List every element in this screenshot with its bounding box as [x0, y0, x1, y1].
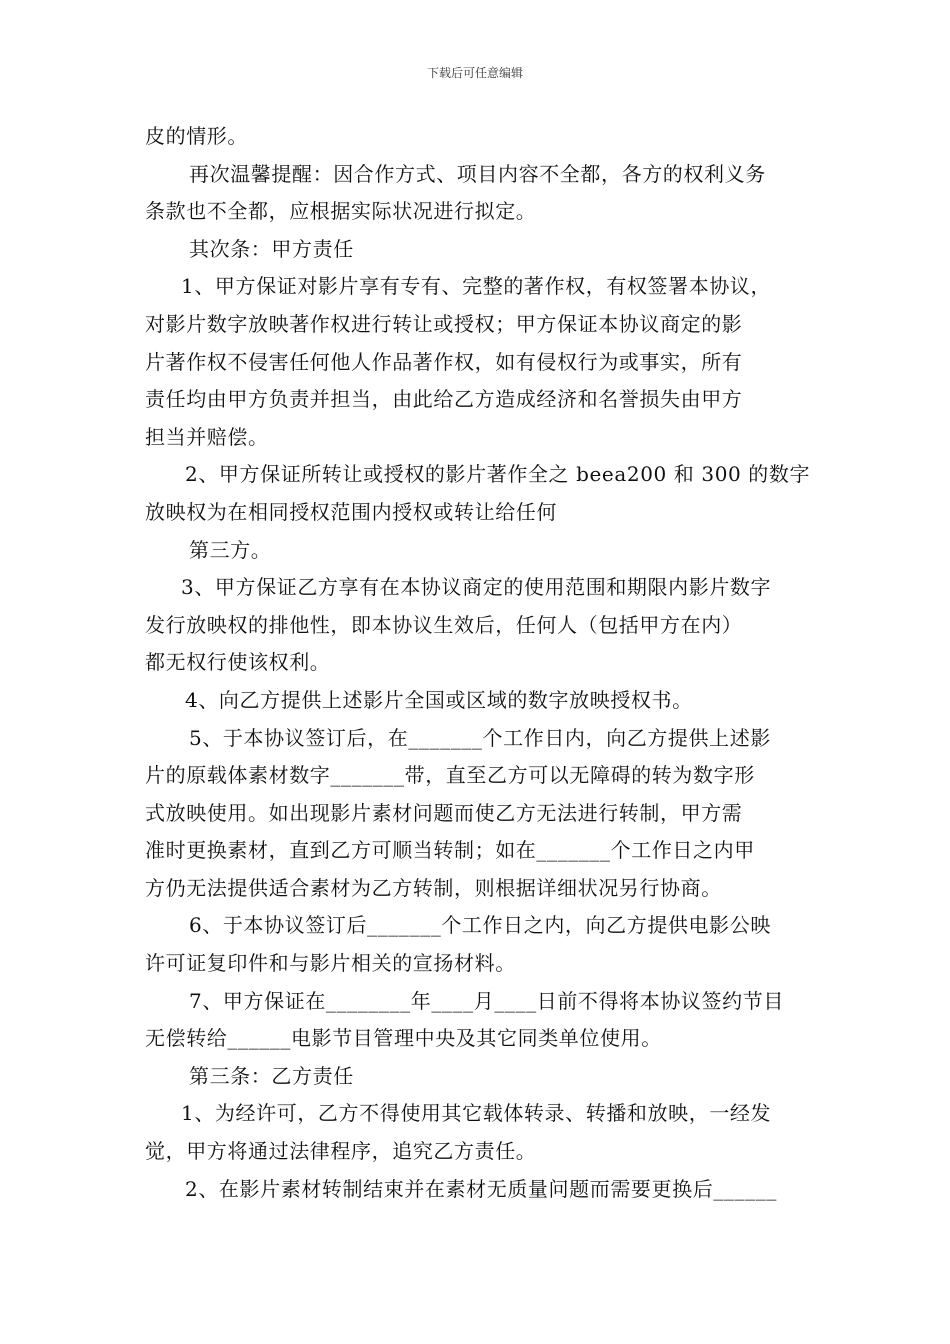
paragraph-line: 2、甲方保证所转让或授权的影片著作全之 beea200 和 300 的数字 — [185, 462, 811, 487]
paragraph-line: 1、为经许可，乙方不得使用其它载体转录、转播和放映，一经发 — [181, 1101, 772, 1126]
paragraph — [145, 532, 810, 570]
paragraph — [145, 268, 810, 456]
document-body — [145, 118, 810, 1208]
page-header: 下载后可任意编辑 — [426, 66, 523, 80]
paragraph-line: 觉，甲方将通过法律程序，追究乙方责任。 — [145, 1139, 537, 1164]
paragraph-line: 5、于本协议签订后，在_______个工作日内，向乙方提供上述影 — [189, 725, 771, 750]
paragraph-line: 对影片数字放映著作权进行转让或授权；甲方保证本协议商定的影 — [145, 311, 743, 336]
paragraph-line: 再次温馨提醒：因合作方式、项目内容不全都，各方的权利义务 — [189, 161, 766, 186]
paragraph-line: 放映权为在相同授权范围内授权或转让给任何 — [145, 499, 557, 524]
paragraph-line: 片著作权不侵害任何他人作品著作权，如有侵权行为或事实，所有 — [145, 349, 743, 374]
paragraph — [145, 682, 810, 720]
paragraph — [145, 1095, 810, 1170]
paragraph-line: 责任均由甲方负责并担当，由此给乙方造成经济和名誉损失由甲方 — [145, 387, 743, 412]
paragraph-line: 准时更换素材，直到乙方可顺当转制；如在_______个工作日之内甲 — [145, 838, 755, 863]
paragraph-line: 6、于本协议签订后_______个工作日之内，向乙方提供电影公映 — [189, 913, 771, 938]
paragraph-line: 1、甲方保证对影片享有专有、完整的著作权，有权签署本协议， — [181, 274, 772, 299]
paragraph — [145, 231, 810, 269]
paragraph — [145, 569, 810, 682]
paragraph — [145, 983, 810, 1058]
paragraph-line: 第三方。 — [189, 537, 272, 562]
paragraph-line: 式放映使用。如出现影片素材问题而使乙方无法进行转制，甲方需 — [145, 800, 743, 825]
paragraph-line: 发行放映权的排他性，即本协议生效后，任何人（包括甲方在内） — [145, 612, 743, 637]
paragraph-line: 都无权行使该权利。 — [145, 650, 331, 675]
paragraph — [145, 907, 810, 982]
paragraph-line: 4、向乙方提供上述影片全国或区域的数字放映授权书。 — [185, 687, 693, 712]
paragraph-line: 2、在影片素材转制结束并在素材无质量问题而需要更换后______ — [185, 1176, 777, 1201]
paragraph-line: 无偿转给______电影节目管理中央及其它同类单位使用。 — [145, 1026, 662, 1051]
paragraph-line: 7、甲方保证在________年____月____日前不得将本协议签约节目 — [189, 988, 784, 1013]
paragraph — [145, 118, 810, 156]
paragraph-line: 其次条：甲方责任 — [189, 236, 354, 261]
paragraph-line: 许可证复印件和与影片相关的宣扬材料。 — [145, 951, 516, 976]
paragraph — [145, 1058, 810, 1096]
paragraph — [145, 720, 810, 908]
paragraph-line: 第三条：乙方责任 — [189, 1063, 354, 1088]
paragraph-line: 担当并赔偿。 — [145, 424, 269, 449]
paragraph-line: 皮的情形。 — [145, 124, 248, 148]
paragraph-line: 条款也不全都，应根据实际状况进行拟定。 — [145, 199, 537, 224]
paragraph-line: 片的原载体素材数字_______带，直至乙方可以无障碍的转为数字形 — [145, 763, 755, 788]
paragraph-line: 方仍无法提供适合素材为乙方转制，则根据详细状况另行协商。 — [145, 875, 722, 900]
paragraph-line: 3、甲方保证乙方享有在本协议商定的使用范围和期限内影片数字 — [181, 575, 772, 600]
paragraph — [145, 456, 810, 531]
paragraph — [145, 156, 810, 231]
paragraph — [145, 1171, 810, 1209]
